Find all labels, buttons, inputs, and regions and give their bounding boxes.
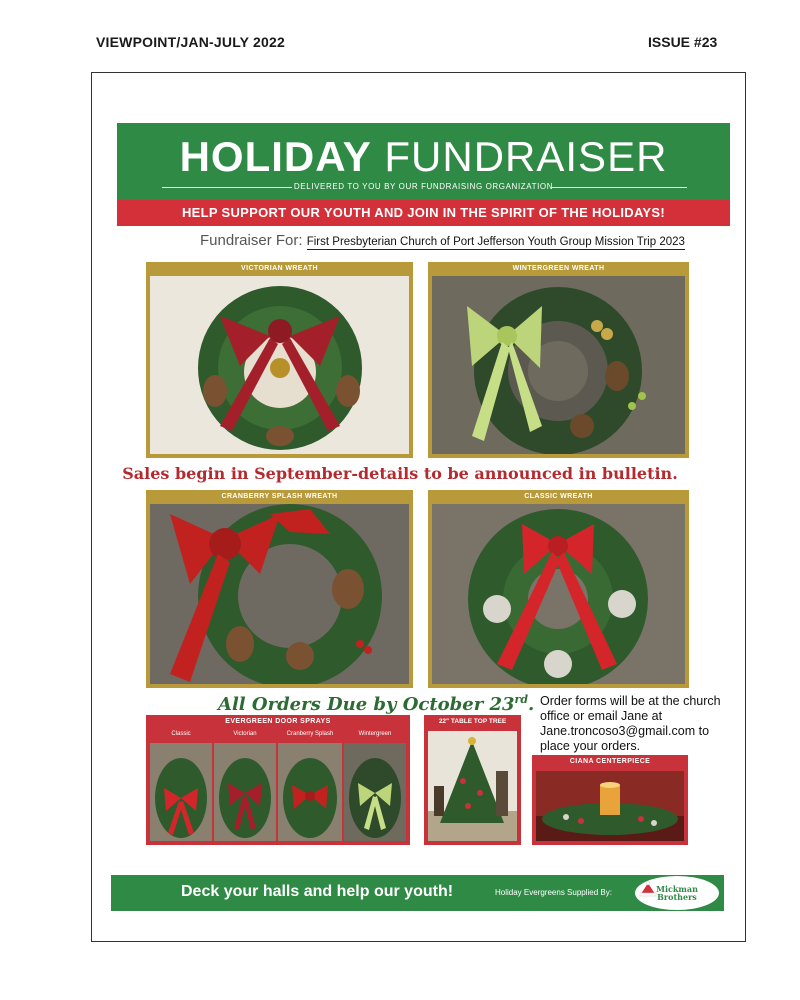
banner-subtitle: DELIVERED TO YOU BY OUR FUNDRAISING ORGANIZATION — [293, 182, 554, 191]
wintergreen-wreath-caption: WINTERGREEN WREATH — [512, 265, 605, 272]
title-light: FUNDRAISER — [384, 133, 668, 180]
centerpiece-photo — [536, 771, 684, 841]
santa-hat-icon — [639, 880, 657, 898]
cranberry-splash-photo — [150, 504, 409, 684]
issue-number-header: ISSUE #23 — [648, 34, 718, 50]
table-top-tree-caption: 22" TABLE TOP TREE — [438, 718, 507, 725]
flyer-title — [117, 133, 730, 181]
wintergreen-wreath-card — [428, 262, 689, 458]
spray-photo-classic — [150, 743, 212, 841]
mickman-brothers-logo — [635, 876, 719, 910]
centerpiece-card — [532, 755, 688, 845]
door-sprays-caption: EVERGREEN DOOR SPRAYS — [225, 718, 331, 725]
spray-option-victorian: Victorian — [233, 731, 257, 737]
cranberry-splash-caption: CRANBERRY SPLASH WREATH — [221, 493, 338, 500]
fundraiser-label: Fundraiser For: — [200, 232, 303, 249]
supplier-credit: Holiday Evergreens Supplied By: — [495, 888, 612, 897]
logo-line-2: Brothers — [657, 892, 697, 902]
spray-photo-wintergreen — [344, 743, 406, 841]
door-sprays-card — [146, 715, 410, 845]
order-deadline — [218, 693, 534, 715]
fundraiser-name: First Presbyterian Church of Port Jefferson Youth Group Mission Trip 2023 — [306, 236, 685, 248]
spray-option-cranberry: Cranberry Splash — [286, 731, 334, 737]
victorian-wreath-photo — [150, 276, 409, 454]
spray-option-classic: Classic — [171, 731, 191, 737]
wintergreen-wreath-photo — [432, 276, 685, 454]
order-instructions: Order forms will be at the church office or email Jane at Jane.troncoso3@gmail.com to place your orders. — [540, 694, 721, 753]
classic-wreath-photo — [432, 504, 685, 684]
sales-announcement: Sales begin in September-details to be announced in bulletin. — [122, 464, 678, 483]
footer-slogan: Deck your halls and help our youth! — [181, 883, 454, 900]
classic-wreath-caption: CLASSIC WREATH — [524, 493, 593, 500]
order-deadline-suffix: rd — [514, 693, 529, 706]
table-top-tree-card — [424, 715, 521, 845]
title-banner — [117, 123, 730, 200]
classic-wreath-card — [428, 490, 689, 688]
victorian-wreath-caption: VICTORIAN WREATH — [241, 265, 318, 272]
title-bold: HOLIDAY — [179, 133, 372, 180]
cranberry-splash-wreath-card — [146, 490, 413, 688]
tagline-bar: HELP SUPPORT OUR YOUTH AND JOIN IN THE SPIRIT OF THE HOLIDAYS! — [117, 200, 730, 226]
order-deadline-text: All Orders Due by October 23 — [218, 694, 515, 715]
fundraiser-line — [200, 232, 685, 249]
spray-option-wintergreen: Wintergreen — [358, 731, 392, 737]
footer-banner — [111, 875, 724, 911]
victorian-wreath-card — [146, 262, 413, 458]
spray-photo-victorian — [214, 743, 276, 841]
order-deadline-period: . — [528, 694, 535, 715]
issue-date-header: VIEWPOINT/JAN-JULY 2022 — [96, 34, 285, 50]
table-top-tree-photo — [428, 731, 517, 841]
centerpiece-caption: CIANA CENTERPIECE — [569, 758, 651, 765]
spray-photo-cranberry — [278, 743, 342, 841]
logo-line-1: Mickman — [656, 884, 698, 894]
